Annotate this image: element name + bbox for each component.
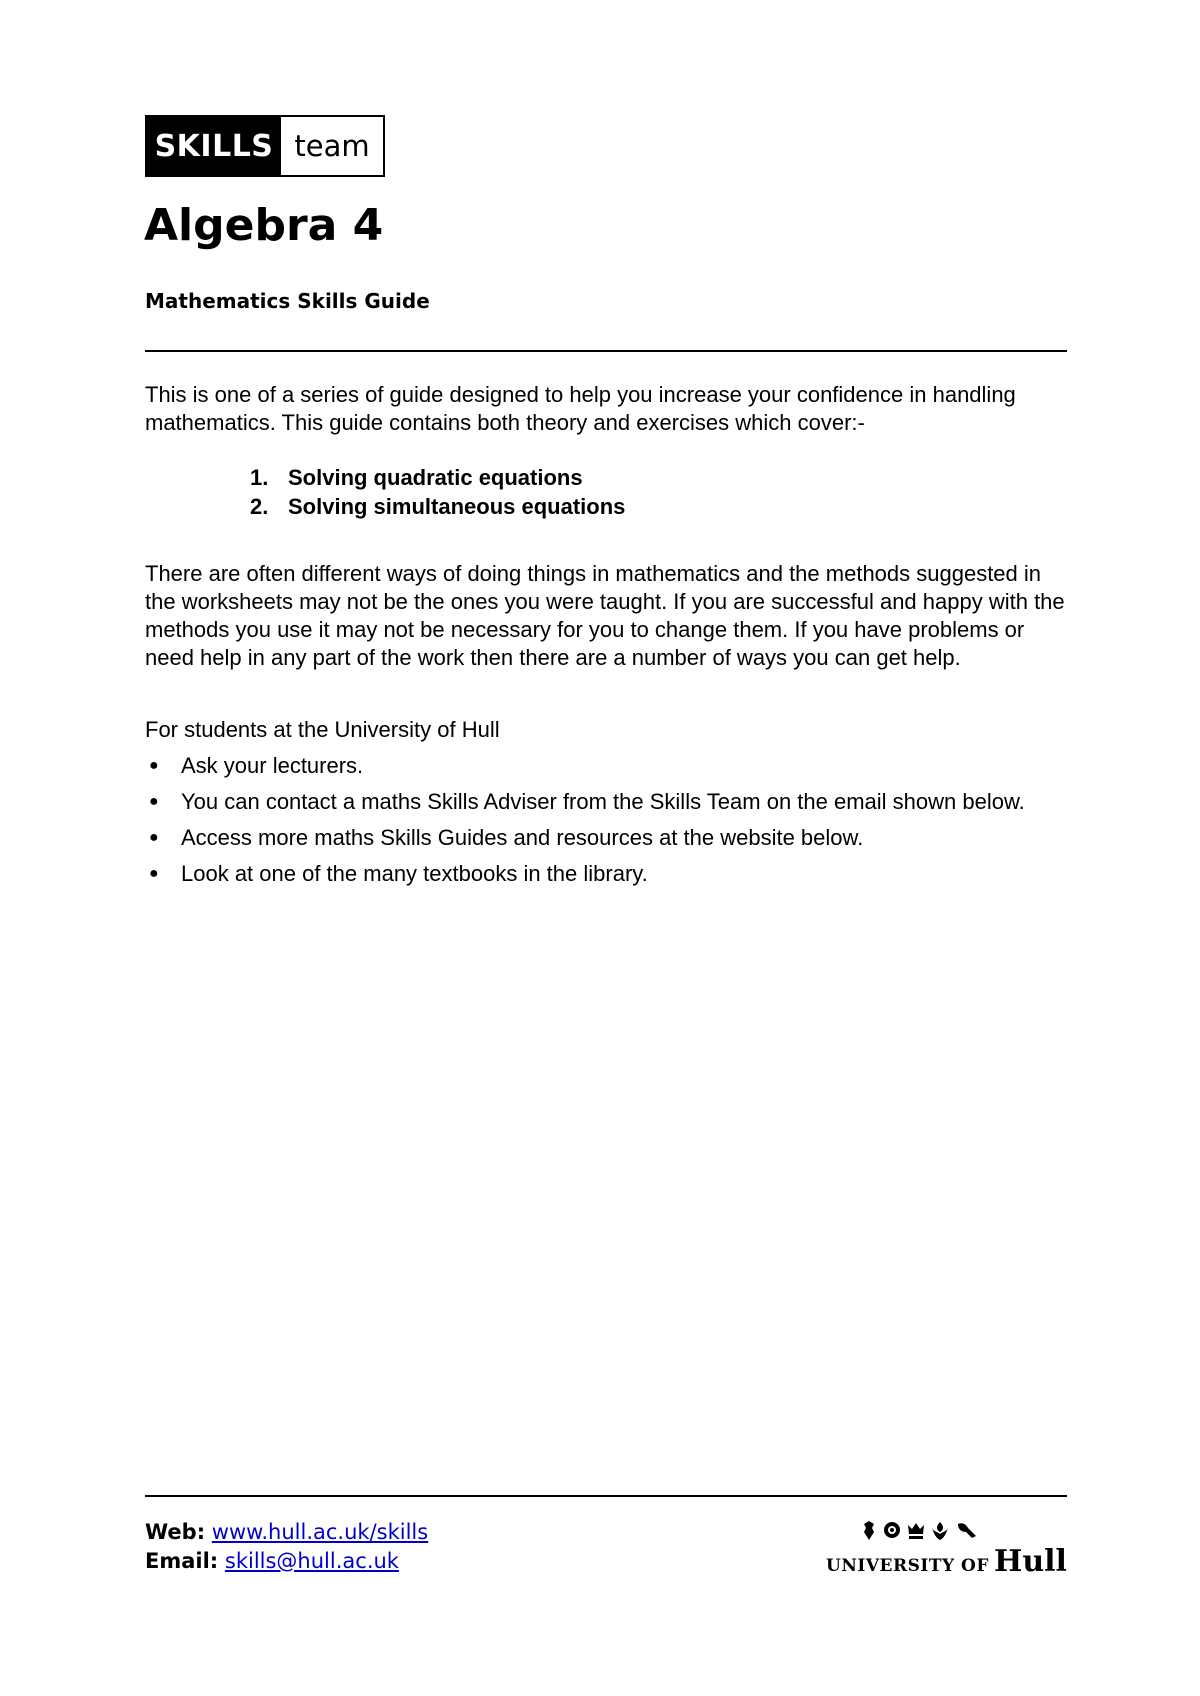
- web-label: Web:: [145, 1520, 206, 1544]
- intro-paragraph: This is one of a series of guide designed to help you increase your confidence in handling mathematics. This guide contains both theory and exercises which cover:-: [145, 382, 1016, 435]
- page-subtitle: Mathematics Skills Guide: [145, 289, 430, 313]
- email-label: Email:: [145, 1549, 219, 1573]
- topic-label: Solving quadratic equations: [288, 465, 583, 490]
- help-list: [145, 752, 1070, 896]
- university-logo: [826, 1520, 1067, 1579]
- topic-number: 2.: [250, 494, 269, 519]
- bottom-divider: [145, 1495, 1067, 1497]
- hull-text: Hull: [994, 1544, 1067, 1579]
- topic-number: 1.: [250, 465, 269, 490]
- topic-item: [250, 492, 625, 521]
- help-item: [145, 860, 1070, 888]
- contact-block: [145, 1518, 428, 1576]
- logo-skills-text: SKILLS: [147, 117, 281, 175]
- logo-team-text: team: [294, 129, 370, 163]
- university-name: [826, 1544, 1067, 1579]
- topics-list: [250, 463, 625, 521]
- methods-paragraph: There are often different ways of doing things in mathematics and the methods suggested in the worksheets may not be the ones you were taught. If you are successful and happy with the methods you use it may not be necessary for you to change them. If you have problems or need help in any part of the work then there are a number of ways you can get help.: [145, 561, 1065, 670]
- email-row: [145, 1547, 428, 1576]
- help-item: [145, 752, 1070, 780]
- help-item-text: Look at one of the many textbooks in the library.: [181, 861, 648, 886]
- page-title: Algebra 4: [144, 200, 384, 251]
- bullet-icon: ●: [149, 793, 159, 810]
- students-heading: For students at the University of Hull: [145, 717, 500, 742]
- topic-item: [250, 463, 625, 492]
- help-item: [145, 824, 1070, 852]
- top-divider: [145, 350, 1067, 352]
- email-link[interactable]: skills@hull.ac.uk: [224, 1549, 399, 1573]
- topic-label: Solving simultaneous equations: [288, 494, 626, 519]
- bullet-icon: ●: [149, 757, 159, 774]
- bullet-icon: ●: [149, 829, 159, 846]
- help-item-text: Ask your lecturers.: [181, 753, 364, 778]
- university-of-text: UNIVERSITY OF: [826, 1556, 989, 1576]
- skills-team-logo: [145, 115, 385, 177]
- heraldic-emblems-icon: [860, 1520, 980, 1542]
- web-row: [145, 1518, 428, 1547]
- help-item: [145, 788, 1070, 816]
- bullet-icon: ●: [149, 865, 159, 882]
- help-item-text: Access more maths Skills Guides and resources at the website below.: [181, 825, 864, 850]
- help-item-text: You can contact a maths Skills Adviser from the Skills Team on the email shown below.: [181, 789, 1025, 814]
- web-link[interactable]: www.hull.ac.uk/skills: [211, 1520, 429, 1544]
